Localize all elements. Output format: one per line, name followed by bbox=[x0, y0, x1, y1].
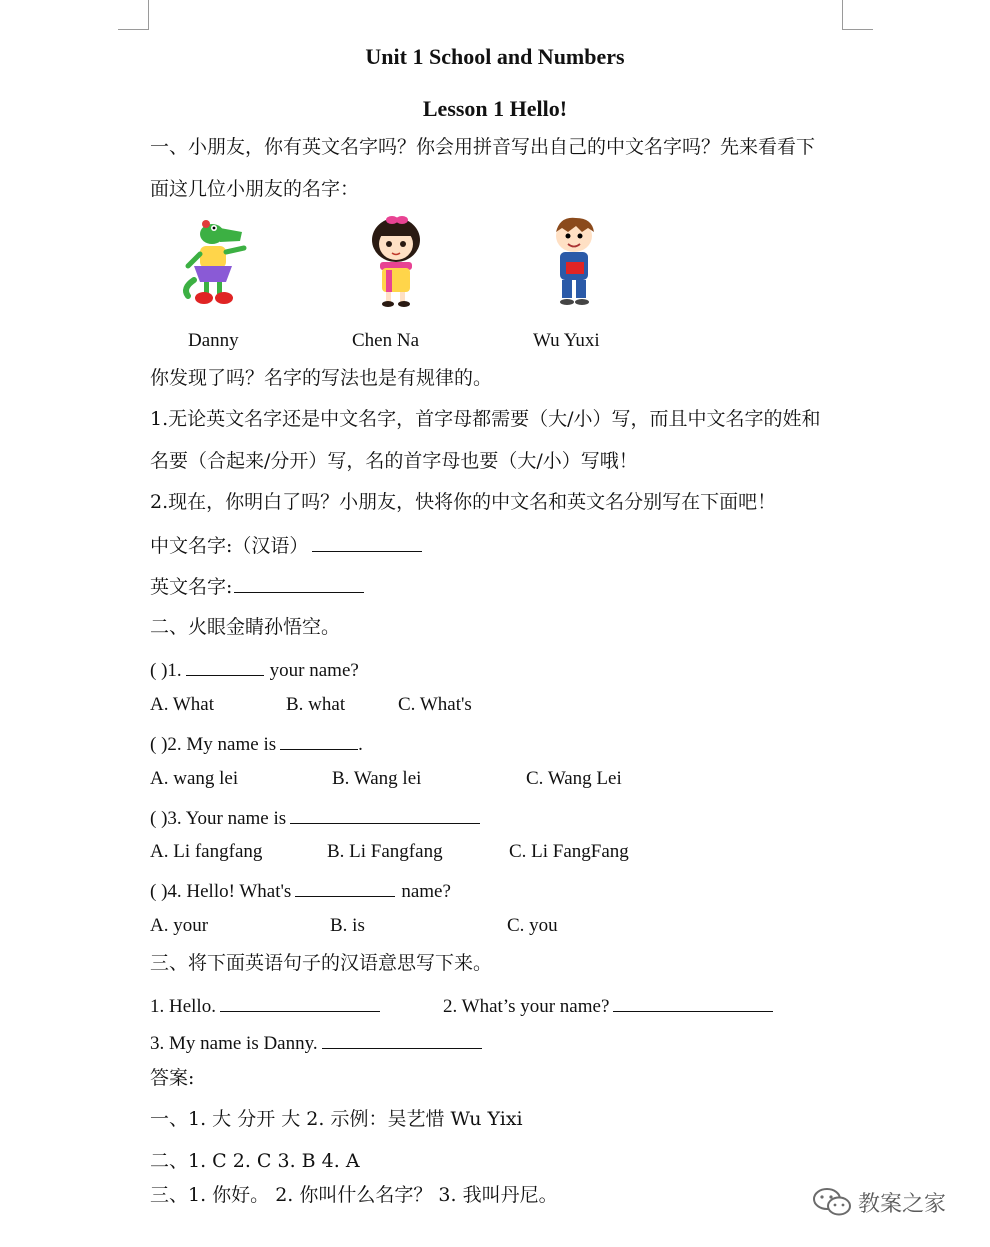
name-danny: Danny bbox=[188, 330, 239, 351]
q1-option-a: A. What bbox=[150, 694, 215, 715]
chinese-name-label: 中文名字:（汉语） bbox=[150, 535, 309, 557]
translate-item-2-blank[interactable] bbox=[613, 993, 773, 1012]
question-3-prefix: ( )3. Your name is bbox=[150, 808, 287, 829]
q3-option-b: B. Li Fangfang bbox=[327, 841, 443, 862]
translate-item-1-blank[interactable] bbox=[220, 993, 380, 1012]
question-2-blank[interactable] bbox=[280, 731, 358, 750]
translate-item-2 bbox=[443, 993, 773, 1018]
character-pictures bbox=[180, 214, 640, 314]
question-2-prefix: ( )2. My name is bbox=[150, 734, 277, 755]
translate-item-1 bbox=[150, 993, 380, 1018]
question-4-suffix: name? bbox=[401, 881, 451, 902]
part3-heading: 三、将下面英语句子的汉语意思写下来。 bbox=[150, 952, 493, 974]
translate-item-3-text: 3. My name is Danny. bbox=[150, 1033, 318, 1054]
translate-item-3 bbox=[150, 1030, 482, 1055]
part1-intro-line1: 一、小朋友，你有英文名字吗？你会用拼音写出自己的中文名字吗？先来看看下 bbox=[150, 136, 816, 158]
english-name-row bbox=[150, 574, 364, 598]
english-name-label: 英文名字: bbox=[150, 576, 233, 598]
crop-mark-top-left bbox=[118, 0, 149, 30]
part1-intro-line2: 面这几位小朋友的名字： bbox=[150, 178, 360, 200]
q3-option-c: C. Li FangFang bbox=[509, 841, 629, 862]
question-3-blank[interactable] bbox=[290, 805, 480, 824]
question-1-prefix: ( )1. bbox=[150, 660, 182, 681]
translate-item-3-blank[interactable] bbox=[322, 1030, 482, 1049]
q4-option-a: A. your bbox=[150, 915, 209, 936]
q3-option-a: A. Li fangfang bbox=[150, 841, 263, 862]
q2-option-b: B. Wang lei bbox=[332, 768, 422, 789]
name-wu-yuxi: Wu Yuxi bbox=[533, 330, 600, 351]
question-3 bbox=[150, 805, 480, 830]
crocodile-illustration bbox=[180, 214, 260, 310]
part2-heading: 二、火眼金睛孙悟空。 bbox=[150, 616, 341, 638]
q4-option-c: C. you bbox=[507, 915, 558, 936]
answers-label: 答案: bbox=[150, 1067, 195, 1089]
answers-line2: 二、1. C 2. C 3. B 4. A bbox=[150, 1150, 360, 1172]
part1-rule-line1: 1.无论英文名字还是中文名字，首字母都需要（大/小）写，而且中文名字的姓和 bbox=[150, 408, 821, 430]
q1-option-b: B. what bbox=[286, 694, 346, 715]
part1-rule-line2: 名要（合起来/分开）写，名的首字母也要（大/小）写哦！ bbox=[150, 450, 638, 472]
watermark-text: 教案之家 bbox=[858, 1191, 947, 1217]
q4-option-b: B. is bbox=[330, 915, 365, 936]
english-name-blank[interactable] bbox=[234, 574, 364, 593]
chinese-name-blank[interactable] bbox=[312, 533, 422, 552]
part1-discover: 你发现了吗？名字的写法也是有规律的。 bbox=[150, 367, 493, 389]
question-1-blank[interactable] bbox=[186, 657, 264, 676]
name-chen-na: Chen Na bbox=[352, 330, 420, 351]
chinese-name-row bbox=[150, 533, 422, 557]
question-2-suffix: . bbox=[358, 734, 363, 755]
boy-illustration bbox=[542, 214, 612, 310]
question-4-prefix: ( )4. Hello! What's bbox=[150, 881, 292, 902]
translate-item-1-text: 1. Hello. bbox=[150, 996, 216, 1017]
lesson-title: Lesson 1 Hello! bbox=[422, 96, 568, 121]
question-4 bbox=[150, 878, 451, 903]
crop-mark-top-right bbox=[842, 0, 873, 30]
question-2 bbox=[150, 731, 363, 756]
translate-item-2-text: 2. What’s your name? bbox=[443, 996, 610, 1017]
watermark bbox=[812, 1186, 946, 1218]
question-1 bbox=[150, 657, 359, 682]
q2-option-c: C. Wang Lei bbox=[526, 768, 622, 789]
part1-task: 2.现在，你明白了吗？小朋友，快将你的中文名和英文名分别写在下面吧！ bbox=[150, 491, 777, 513]
answers-line3: 三、1. 你好。 2. 你叫什么名字？ 3. 我叫丹尼。 bbox=[150, 1184, 558, 1206]
q2-option-a: A. wang lei bbox=[150, 768, 239, 789]
question-1-suffix: your name? bbox=[269, 660, 359, 681]
answers-line1: 一、1. 大 分开 大 2. 示例：吴艺惜 Wu Yixi bbox=[150, 1108, 523, 1130]
unit-title: Unit 1 School and Numbers bbox=[365, 44, 625, 69]
girl-illustration bbox=[362, 214, 432, 310]
wechat-icon bbox=[812, 1186, 852, 1218]
question-4-blank[interactable] bbox=[295, 878, 395, 897]
q1-option-c: C. What's bbox=[398, 694, 472, 715]
